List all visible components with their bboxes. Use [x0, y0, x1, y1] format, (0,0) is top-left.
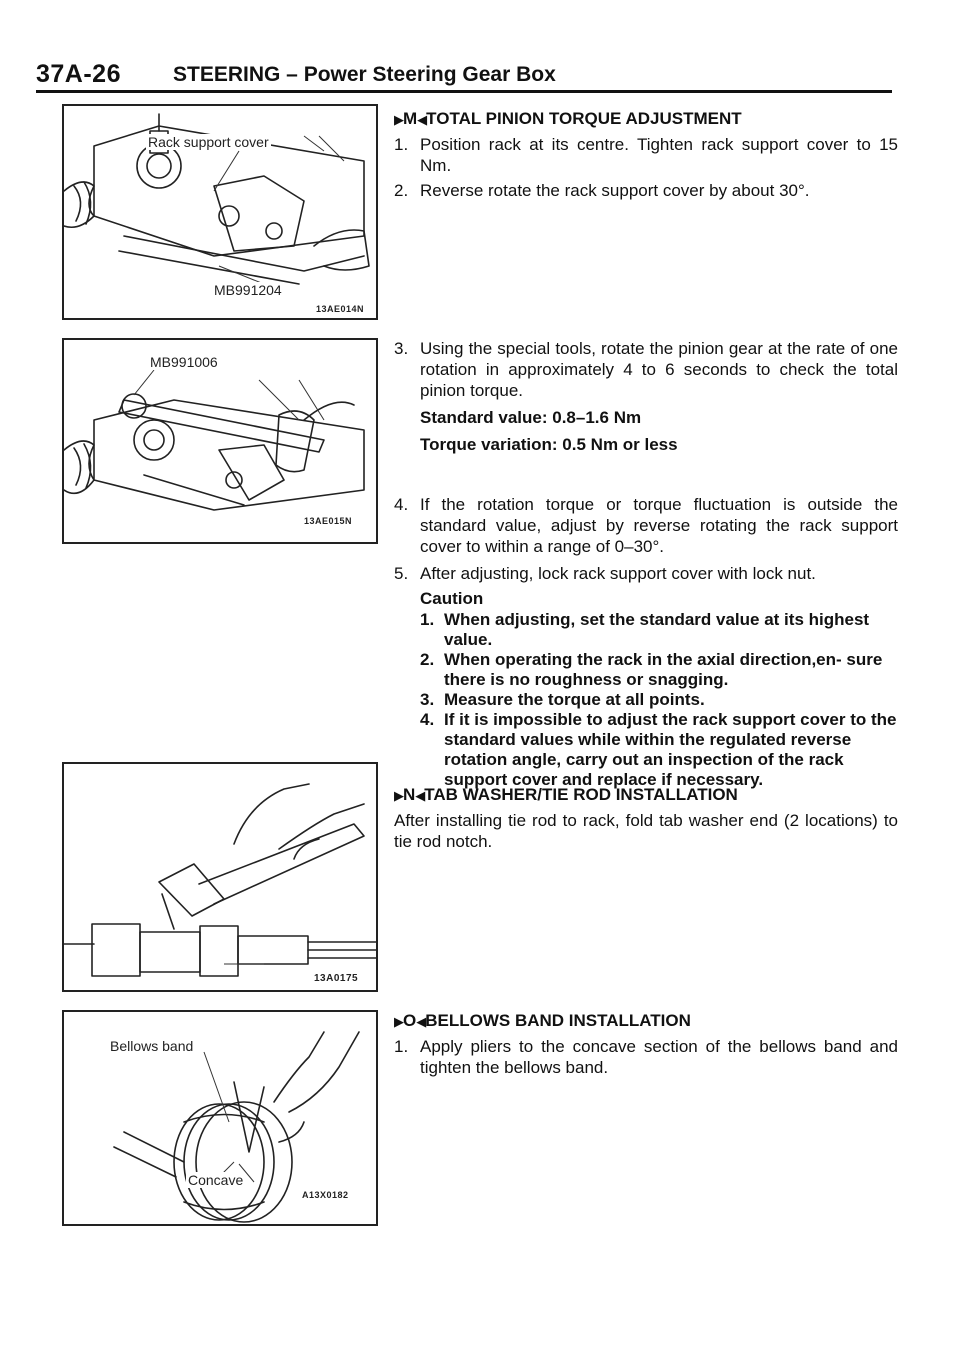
step-text: Apply pliers to the concave section of the bellows band and tighten the bellows band. [420, 1037, 898, 1077]
figure-code: A13X0182 [302, 1190, 349, 1200]
caution-item [420, 710, 898, 790]
caution-item [420, 650, 898, 690]
section-marker: N [403, 785, 416, 804]
figure-label: MB991006 [150, 354, 218, 370]
caution-number: 4. [420, 710, 435, 729]
pinion-torque-illustration [64, 340, 376, 542]
step-item [394, 134, 898, 176]
page-title: STEERING – Power Steering Gear Box [173, 63, 556, 86]
step-text: After adjusting, lock rack support cover with lock nut. [420, 564, 816, 583]
step-number: 1. [394, 1037, 409, 1056]
step-text: If the rotation torque or torque fluctuation is outside the standard value, adjust by reverse rotating the rack support cover to within a range of 0–30°. [420, 495, 898, 556]
section-heading [394, 108, 898, 130]
step-number: 3. [394, 339, 409, 358]
step-number: 5. [394, 564, 409, 583]
step-item [394, 563, 898, 584]
caution-text: If it is impossible to adjust the rack support cover to the standard values while within the regulated reverse rotation angle, carry out an inspection of the rack support cover and replace if necessary. [444, 710, 897, 789]
section-m-step3 [394, 338, 898, 459]
step-text: Position rack at its centre. Tighten rack support cover to 15 Nm. [420, 135, 898, 175]
figure-rack-support-cover [62, 104, 378, 320]
spec-standard-value: Standard value: 0.8–1.6 Nm [420, 408, 642, 427]
step-item [394, 494, 898, 557]
figure-label: MB991204 [214, 282, 282, 298]
caution-block [420, 588, 898, 790]
section-body: After installing tie rod to rack, fold tab washer end (2 locations) to tie rod notch. [394, 811, 898, 851]
step-item [394, 180, 898, 201]
arrow-right-icon: ▶ [394, 112, 403, 127]
caution-text: When operating the rack in the axial direction,en- sure there is no roughness or snagging. [444, 650, 883, 689]
figure-label: Rack support cover [148, 134, 269, 150]
section-n [394, 784, 898, 852]
figure-tab-washer [62, 762, 378, 992]
arrow-left-icon: ◀ [416, 1014, 426, 1029]
header-rule [36, 90, 892, 93]
figure-label: Bellows band [110, 1038, 194, 1054]
caution-item [420, 690, 898, 710]
page-header [36, 60, 892, 88]
figure-pinion-torque [62, 338, 378, 544]
figure-bellows-band [62, 1010, 378, 1226]
caution-number: 2. [420, 650, 435, 669]
section-heading-text: TOTAL PINION TORQUE ADJUSTMENT [426, 109, 742, 128]
caution-number: 1. [420, 610, 435, 629]
caution-item [420, 610, 898, 650]
arrow-left-icon: ◀ [417, 112, 427, 127]
section-heading [394, 784, 898, 806]
arrow-right-icon: ▶ [394, 788, 403, 803]
spec-torque-variation: Torque variation: 0.5 Nm or less [420, 435, 678, 454]
figure-label: Concave [188, 1172, 244, 1188]
section-heading-text: BELLOWS BAND INSTALLATION [425, 1011, 691, 1030]
arrow-left-icon: ◀ [415, 788, 425, 803]
arrow-right-icon: ▶ [394, 1014, 403, 1029]
step-item [394, 1036, 898, 1078]
section-marker: O [403, 1011, 417, 1030]
step-text: Reverse rotate the rack support cover by about 30°. [420, 181, 810, 200]
step-number: 1. [394, 135, 409, 154]
section-m-steps-4-5 [394, 494, 898, 790]
section-marker: M [403, 109, 418, 128]
page-number: 37A-26 [36, 60, 121, 88]
section-heading [394, 1010, 898, 1032]
caution-title: Caution [420, 589, 484, 608]
section-o [394, 1010, 898, 1082]
figure-code: 13AE015N [304, 516, 353, 526]
section-heading-text: TAB WASHER/TIE ROD INSTALLATION [424, 785, 738, 804]
step-number: 2. [394, 181, 409, 200]
figure-code: 13AE014N [316, 304, 365, 314]
step-item [394, 338, 898, 401]
caution-text: When adjusting, set the standard value at its highest value. [444, 610, 870, 649]
figure-code: 13A0175 [314, 973, 359, 984]
section-m-intro [394, 108, 898, 205]
step-number: 4. [394, 495, 409, 514]
caution-number: 3. [420, 690, 435, 709]
tab-washer-illustration [64, 764, 376, 990]
step-text: Using the special tools, rotate the pinion gear at the rate of one rotation in approximately 4 to 6 seconds to check the total pinion torque. [420, 339, 898, 400]
caution-text: Measure the torque at all points. [444, 690, 705, 709]
